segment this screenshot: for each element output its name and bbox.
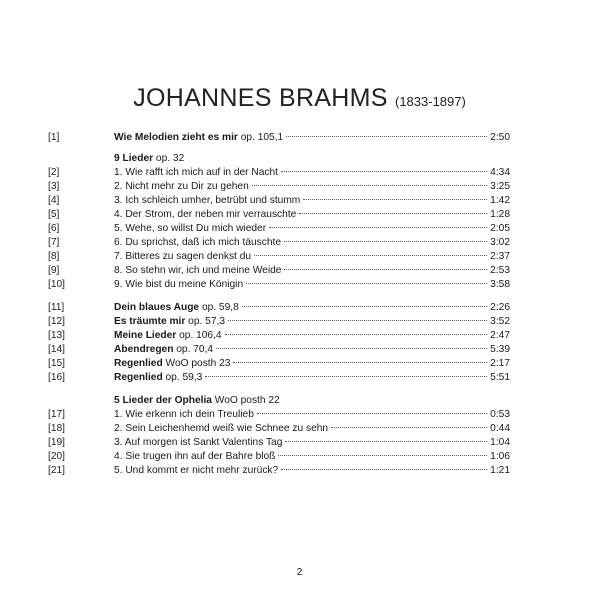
track-title-bold: Es träumte mir — [114, 316, 186, 327]
track-duration: 3:25 — [490, 181, 510, 192]
track-title — [114, 371, 202, 385]
track-number: [21] — [48, 465, 65, 476]
dot-leader — [281, 468, 487, 470]
track-row — [48, 343, 510, 357]
track-number: [3] — [48, 181, 60, 192]
track-title — [114, 166, 278, 180]
dot-leader — [284, 268, 487, 270]
dot-leader — [286, 135, 487, 137]
track-title — [114, 131, 283, 145]
group-heading-detail: op. 32 — [153, 153, 185, 164]
track-row — [48, 264, 510, 278]
track-title-bold: Meine Lieder — [114, 330, 177, 341]
track-row — [48, 208, 510, 222]
track-row — [48, 329, 510, 343]
page-number: 2 — [296, 567, 303, 578]
track-title-detail: op. 57,3 — [185, 316, 225, 327]
track-row — [48, 236, 510, 250]
track-title-detail: 3. Ich schleich umher, betrübt und stumm — [114, 195, 301, 206]
dot-leader — [242, 305, 487, 307]
track-title — [114, 422, 328, 436]
dot-leader — [216, 347, 487, 349]
track-number: [6] — [48, 223, 60, 234]
track-title-detail: WoO posth 23 — [162, 358, 231, 369]
dot-leader — [257, 412, 487, 414]
dot-leader — [284, 240, 487, 242]
track-number: [12] — [48, 316, 65, 327]
track-duration: 3:58 — [490, 279, 510, 290]
dot-leader — [225, 333, 488, 335]
track-title-detail: 2. Nicht mehr zu Dir zu gehen — [114, 181, 249, 192]
track-row — [48, 450, 510, 464]
dot-leader — [278, 454, 487, 456]
track-row — [48, 422, 510, 436]
dot-leader — [233, 361, 487, 363]
track-title — [114, 343, 213, 357]
track-row — [48, 315, 510, 329]
track-title — [114, 464, 278, 478]
track-number: [17] — [48, 409, 65, 420]
track-row — [48, 194, 510, 208]
track-title-detail: op. 106,4 — [176, 330, 222, 341]
track-row — [48, 357, 510, 371]
track-title-detail: 5. Und kommt er nicht mehr zurück? — [114, 465, 279, 476]
track-title — [114, 436, 282, 450]
dot-leader — [228, 319, 487, 321]
dot-leader — [246, 282, 487, 284]
track-title-detail: 4. Der Strom, der neben mir verrauschte — [114, 209, 297, 220]
track-duration: 2:26 — [490, 302, 510, 313]
track-number: [4] — [48, 195, 60, 206]
track-row — [48, 464, 510, 478]
track-title — [114, 208, 296, 222]
track-duration: 1:21 — [490, 465, 510, 476]
track-title — [114, 236, 281, 250]
track-duration: 2:50 — [490, 132, 510, 143]
dot-leader — [269, 226, 487, 228]
dot-leader — [299, 212, 487, 214]
track-duration: 1:04 — [490, 437, 510, 448]
track-title-bold: Regenlied — [114, 358, 163, 369]
track-number: [5] — [48, 209, 60, 220]
track-title — [114, 250, 251, 264]
dot-leader — [281, 170, 487, 172]
track-number: [8] — [48, 251, 60, 262]
track-duration: 5:39 — [490, 344, 510, 355]
track-row — [48, 222, 510, 236]
group-heading-detail: WoO posth 22 — [211, 395, 280, 406]
track-title-bold: Abendregen — [114, 344, 174, 355]
track-title — [114, 278, 243, 292]
track-number: [11] — [48, 302, 65, 313]
track-title-detail: 2. Sein Leichenhemd weiß wie Schnee zu sehn — [114, 423, 329, 434]
track-title-detail: op. 59,3 — [162, 372, 203, 383]
track-title — [114, 180, 249, 194]
dot-leader — [303, 198, 487, 200]
dot-leader — [205, 375, 487, 377]
track-title-detail: 4. Sie trugen ihn auf der Bahre bloß — [114, 451, 276, 462]
track-duration: 1:06 — [490, 451, 510, 462]
track-row — [48, 166, 510, 180]
track-title-detail: 6. Du sprichst, daß ich mich täuschte — [114, 237, 282, 248]
track-number: [18] — [48, 423, 65, 434]
track-duration: 4:34 — [490, 167, 510, 178]
track-number: [15] — [48, 358, 65, 369]
track-title — [114, 264, 281, 278]
track-title — [114, 222, 266, 236]
track-duration: 2:05 — [490, 223, 510, 234]
track-title — [114, 194, 300, 208]
track-duration: 1:42 — [490, 195, 510, 206]
track-number: [7] — [48, 237, 60, 248]
track-row — [48, 436, 510, 450]
track-title-detail: 8. So stehn wir, ich und meine Weide — [114, 265, 282, 276]
track-number: [13] — [48, 330, 65, 341]
track-number: [9] — [48, 265, 60, 276]
composer-name: JOHANNES BRAHMS — [133, 84, 388, 112]
track-row — [48, 131, 510, 145]
track-number: [16] — [48, 372, 65, 383]
track-number: [10] — [48, 279, 65, 290]
track-row — [48, 301, 510, 315]
group-heading — [114, 394, 280, 408]
dot-leader — [331, 426, 487, 428]
track-title-detail: 1. Wie erkenn ich dein Treulieb — [114, 409, 254, 420]
group-heading-title: 5 Lieder der Ophelia — [114, 395, 212, 406]
track-title-detail: op. 105,1 — [237, 132, 284, 143]
track-title-bold: Wie Melodien zieht es mir — [114, 132, 238, 143]
track-title — [114, 408, 254, 422]
dot-leader — [252, 184, 487, 186]
track-title-detail: op. 59,8 — [199, 302, 239, 313]
track-title-detail: 1. Wie rafft ich mich auf in der Nacht — [114, 167, 279, 178]
track-number: [1] — [48, 132, 60, 143]
track-duration: 2:37 — [490, 251, 510, 262]
track-title-detail: op. 70,4 — [173, 344, 214, 355]
track-duration: 0:53 — [490, 409, 510, 420]
track-title-detail: 5. Wehe, so willst Du mich wieder — [114, 223, 267, 234]
page-title — [0, 84, 599, 113]
track-duration: 0:44 — [490, 423, 510, 434]
track-number: [14] — [48, 344, 65, 355]
track-title-detail: 3. Auf morgen ist Sankt Valentins Tag — [114, 437, 283, 448]
track-row — [48, 371, 510, 385]
track-row — [48, 278, 510, 292]
group-heading-title: 9 Lieder — [114, 153, 154, 164]
track-duration: 3:02 — [490, 237, 510, 248]
composer-years: (1833-1897) — [394, 94, 466, 109]
track-duration: 1:28 — [490, 209, 510, 220]
track-title-bold: Dein blaues Auge — [114, 302, 200, 313]
track-number: [20] — [48, 451, 65, 462]
dot-leader — [254, 254, 487, 256]
track-title — [114, 329, 222, 343]
track-title-detail: 9. Wie bist du meine Königin — [114, 279, 244, 290]
track-number: [2] — [48, 167, 60, 178]
track-title-detail: 7. Bitteres zu sagen denkst du — [114, 251, 252, 262]
track-duration: 2:17 — [490, 358, 510, 369]
track-duration: 5:51 — [490, 372, 510, 383]
track-title — [114, 450, 275, 464]
track-duration: 2:53 — [490, 265, 510, 276]
track-title — [114, 301, 239, 315]
track-duration: 3:52 — [490, 316, 510, 327]
track-row — [48, 180, 510, 194]
track-title — [114, 357, 230, 371]
dot-leader — [285, 440, 487, 442]
track-number: [19] — [48, 437, 65, 448]
track-title-bold: Regenlied — [114, 372, 163, 383]
track-duration: 2:47 — [490, 330, 510, 341]
group-heading — [114, 152, 184, 166]
track-row — [48, 408, 510, 422]
track-title — [114, 315, 225, 329]
track-row — [48, 250, 510, 264]
